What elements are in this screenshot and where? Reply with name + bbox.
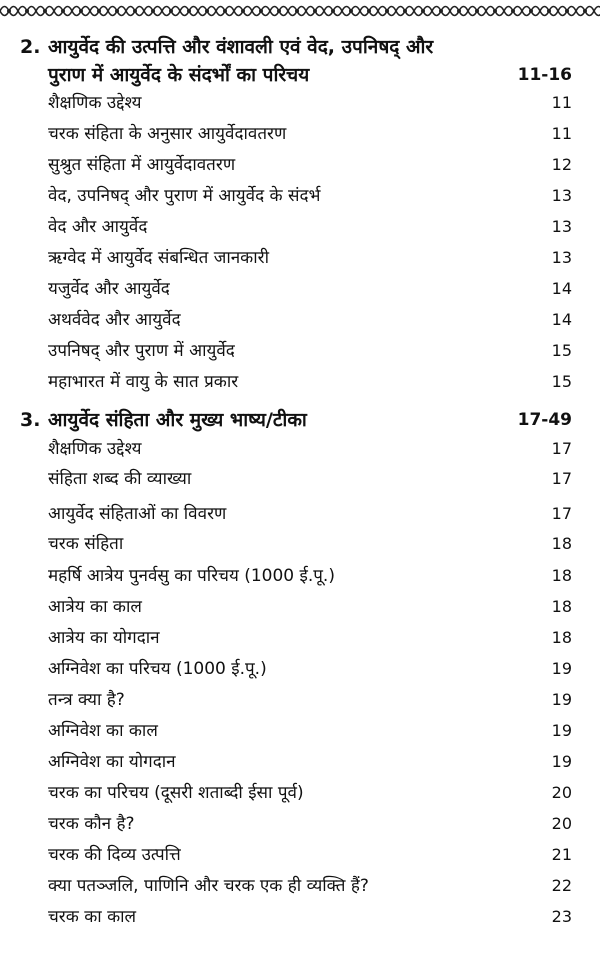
toc-entry xyxy=(0,120,600,148)
entry-title: अग्निवेश का काल xyxy=(48,721,158,741)
entry-title: वेद और आयुर्वेद xyxy=(48,217,148,237)
toc-entry xyxy=(0,903,600,931)
toc-entry xyxy=(0,337,600,365)
toc-entry xyxy=(0,500,600,528)
entry-title: चरक संहिता xyxy=(48,534,124,554)
toc-entry xyxy=(0,530,600,558)
entry-page: 14 xyxy=(551,310,572,329)
toc-entry xyxy=(0,275,600,303)
chapter-heading-cont xyxy=(0,61,600,89)
chapter-heading xyxy=(0,33,600,61)
entry-title: शैक्षणिक उद्देश्य xyxy=(48,439,142,459)
entry-title: संहिता शब्द की व्याख्या xyxy=(48,469,192,489)
entry-page: 17 xyxy=(551,439,572,458)
entry-title: महर्षि आत्रेय पुनर्वसु का परिचय (1000 ई.पू.) xyxy=(48,566,335,586)
chapter-pages: 11-16 xyxy=(517,65,572,85)
toc-entry xyxy=(0,717,600,745)
chapter-title-cont: पुराण में आयुर्वेद के संदर्भों का परिचय xyxy=(48,64,310,86)
toc-entry xyxy=(0,306,600,334)
entry-title: वेद, उपनिषद् और पुराण में आयुर्वेद के संदर्भ xyxy=(48,186,321,206)
toc-entry xyxy=(0,593,600,621)
toc-entry xyxy=(0,368,600,396)
toc-entry xyxy=(0,872,600,900)
chapter-number: 3. xyxy=(20,409,41,431)
entry-page: 18 xyxy=(551,597,572,616)
chapter-number: 2. xyxy=(20,36,41,58)
entry-title: सुश्रुत संहिता में आयुर्वेदावतरण xyxy=(48,155,236,175)
chapter-pages: 17-49 xyxy=(517,410,572,430)
entry-title: चरक का परिचय (दूसरी शताब्दी ईसा पूर्व) xyxy=(48,783,304,803)
entry-title: आत्रेय का योगदान xyxy=(48,628,160,648)
toc-entry xyxy=(0,655,600,683)
entry-page: 19 xyxy=(551,752,572,771)
toc-entry xyxy=(0,748,600,776)
entry-page: 19 xyxy=(551,690,572,709)
chapter-title: आयुर्वेद की उत्पत्ति और वंशावली एवं वेद, उपनिषद् और xyxy=(48,36,434,58)
toc-entry xyxy=(0,244,600,272)
toc-entry xyxy=(0,465,600,493)
entry-title: उपनिषद् और पुराण में आयुर्वेद xyxy=(48,341,235,361)
toc-entry xyxy=(0,841,600,869)
entry-title: महाभारत में वायु के सात प्रकार xyxy=(48,372,239,392)
entry-page: 11 xyxy=(551,124,572,143)
entry-page: 20 xyxy=(551,783,572,802)
entry-page: 14 xyxy=(551,279,572,298)
entry-page: 13 xyxy=(551,186,572,205)
entry-title: तन्त्र क्या है? xyxy=(48,690,125,710)
entry-page: 18 xyxy=(551,534,572,553)
entry-page: 20 xyxy=(551,814,572,833)
entry-page: 15 xyxy=(551,341,572,360)
toc-entry xyxy=(0,779,600,807)
toc-entry xyxy=(0,213,600,241)
chapter-heading xyxy=(0,406,600,434)
chapter-title: आयुर्वेद संहिता और मुख्य भाष्य/टीका xyxy=(48,409,307,431)
entry-page: 15 xyxy=(551,372,572,391)
entry-title: चरक की दिव्य उत्पत्ति xyxy=(48,845,181,865)
toc-entry xyxy=(0,562,600,590)
entry-page: 22 xyxy=(551,876,572,895)
entry-title: आयुर्वेद संहिताओं का विवरण xyxy=(48,504,227,524)
entry-title: चरक संहिता के अनुसार आयुर्वेदावतरण xyxy=(48,124,287,144)
entry-page: 18 xyxy=(551,628,572,647)
entry-title: अग्निवेश का योगदान xyxy=(48,752,176,772)
entry-title: शैक्षणिक उद्देश्य xyxy=(48,93,142,113)
toc-entry xyxy=(0,810,600,838)
entry-title: क्या पतञ्जलि, पाणिनि और चरक एक ही व्यक्ति हैं? xyxy=(48,876,369,896)
entry-page: 18 xyxy=(551,566,572,585)
toc-entry xyxy=(0,182,600,210)
entry-page: 13 xyxy=(551,248,572,267)
entry-title: यजुर्वेद और आयुर्वेद xyxy=(48,279,170,299)
toc-entry xyxy=(0,686,600,714)
toc-entry xyxy=(0,151,600,179)
decorative-border xyxy=(0,0,600,22)
entry-title: अथर्ववेद और आयुर्वेद xyxy=(48,310,181,330)
entry-page: 17 xyxy=(551,469,572,488)
entry-title: चरक कौन है? xyxy=(48,814,135,834)
entry-title: आत्रेय का काल xyxy=(48,597,142,617)
toc-entry xyxy=(0,624,600,652)
entry-page: 19 xyxy=(551,721,572,740)
entry-title: अग्निवेश का परिचय (1000 ई.पू.) xyxy=(48,659,267,679)
entry-page: 11 xyxy=(551,93,572,112)
ornament-pattern xyxy=(0,0,600,22)
entry-page: 23 xyxy=(551,907,572,926)
entry-title: ऋग्वेद में आयुर्वेद संबन्धित जानकारी xyxy=(48,248,269,268)
entry-title: चरक का काल xyxy=(48,907,137,927)
entry-page: 12 xyxy=(551,155,572,174)
entry-page: 21 xyxy=(551,845,572,864)
entry-page: 19 xyxy=(551,659,572,678)
toc-entry xyxy=(0,435,600,463)
entry-page: 13 xyxy=(551,217,572,236)
toc-entry xyxy=(0,89,600,117)
entry-page: 17 xyxy=(551,504,572,523)
